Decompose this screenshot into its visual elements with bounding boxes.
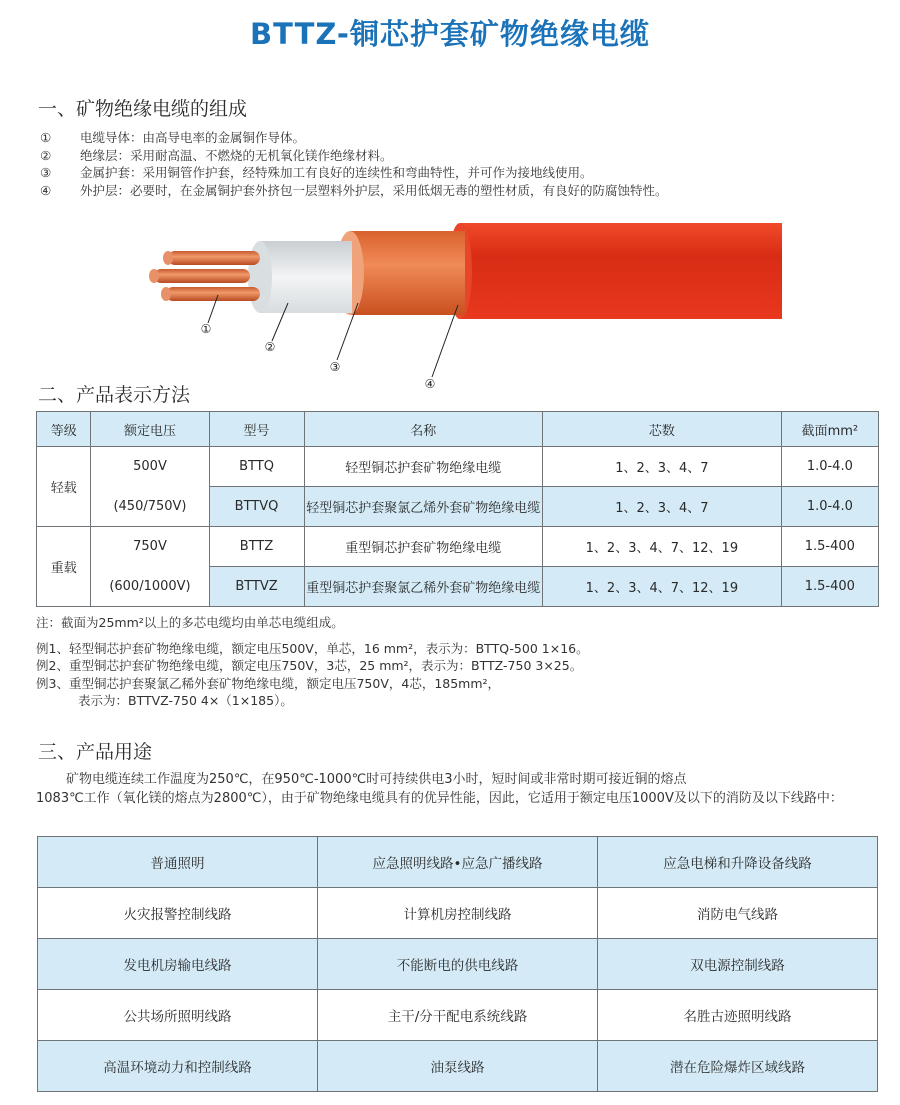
use-cell: 公共场所照明线路 [38, 990, 318, 1041]
grade-cell: 轻载 [37, 447, 91, 527]
model-cell: BTTVQ [209, 487, 304, 527]
section1-heading: 一、矿物绝缘电缆的组成 [38, 98, 248, 120]
list-item [40, 129, 668, 147]
section-cell: 1.5-400 [781, 527, 878, 567]
uses-table [37, 836, 878, 1092]
cores-cell: 1、2、3、4、7、12、19 [543, 567, 782, 607]
item-text: 电缆导体：由高导电率的金属铜作导体。 [80, 130, 306, 145]
example-3-continued: 表示为：BTTVZ-750 4×（1×185）。 [78, 693, 293, 708]
table-row [38, 939, 878, 990]
outer-sheath [448, 223, 782, 319]
use-cell: 普通照明 [38, 837, 318, 888]
copper-sheath [336, 231, 465, 315]
section-cell: 1.0-4.0 [781, 447, 878, 487]
example-1: 例1、轻型铜芯护套矿物绝缘电缆，额定电压500V，单芯，16 mm²，表示为：BTTQ-500 1×16。 [36, 640, 589, 656]
header-cores: 芯数 [543, 412, 782, 447]
table-row [37, 567, 879, 607]
paragraph-line: 矿物电缆连续工作温度为250℃，在950℃-1000℃时可持续供电3小时，短时间或非常时期可接近铜的熔点 [66, 772, 687, 787]
leader-line [432, 305, 458, 377]
item-marker: ③ [40, 165, 52, 180]
voltage-cell: (450/750V) [91, 487, 209, 527]
item-text: 外护层：必要时，在金属铜护套外挤包一层塑料外护层，采用低烟无毒的塑性材质，有良好的防腐蚀特性。 [80, 182, 668, 198]
use-cell: 应急电梯和升降设备线路 [598, 837, 878, 888]
paragraph-line: 1083℃工作（氧化镁的熔点为2800℃），由于矿物绝缘电缆具有的优异性能，因此，它适用于额定电压1000V及以下的消防及以下线路中： [36, 791, 843, 806]
list-item [40, 147, 668, 165]
list-item [40, 164, 668, 182]
table-row [37, 527, 879, 567]
model-cell: BTTQ [209, 447, 304, 487]
use-cell: 火灾报警控制线路 [38, 888, 318, 939]
name-cell: 重型铜芯护套矿物绝缘电缆 [304, 527, 543, 567]
table-header-row [37, 412, 879, 447]
notes-block [36, 614, 589, 710]
header-grade: 等级 [37, 412, 91, 447]
use-cell: 潜在危险爆炸区域线路 [598, 1041, 878, 1092]
cores-cell: 1、2、3、4、7、12、19 [543, 527, 782, 567]
model-cell: BTTZ [209, 527, 304, 567]
list-item [40, 182, 668, 200]
item-text: 绝缘层：采用耐高温、不燃烧的无机氧化镁作绝缘材料。 [80, 147, 393, 163]
model-cell: BTTVZ [209, 567, 304, 607]
header-name: 名称 [304, 412, 543, 447]
callout-3: ③ [329, 360, 341, 374]
header-voltage: 额定电压 [91, 412, 209, 447]
table-row [38, 990, 878, 1041]
insulation-layer [248, 241, 352, 313]
table-note: 注：截面为25mm²以上的多芯电缆均由单芯电缆组成。 [36, 615, 344, 630]
use-cell: 应急照明线路•应急广播线路 [318, 837, 598, 888]
item-marker: ④ [40, 182, 52, 198]
item-marker: ① [40, 130, 52, 145]
section2-heading: 二、产品表示方法 [38, 384, 191, 406]
name-cell: 轻型铜芯护套矿物绝缘电缆 [304, 447, 543, 487]
voltage-cell: 500V [91, 447, 209, 487]
table-row [37, 447, 879, 487]
example-3: 例3、重型铜芯护套聚氯乙稀外套矿物绝缘电缆，额定电压750V，4芯，185mm²， [36, 675, 501, 691]
name-cell: 重型铜芯护套聚氯乙稀外套矿物绝缘电缆 [304, 567, 543, 607]
copper-conductors [149, 251, 260, 301]
table-row [38, 837, 878, 888]
table-row [38, 1041, 878, 1092]
table-row [37, 487, 879, 527]
use-cell: 主干/分干配电系统线路 [318, 990, 598, 1041]
name-cell: 轻型铜芯护套聚氯乙烯外套矿物绝缘电缆 [304, 487, 543, 527]
header-section: 截面mm² [781, 412, 878, 447]
composition-list [40, 129, 668, 199]
cable-diagram [140, 215, 790, 395]
cores-cell: 1、2、3、4、7 [543, 487, 782, 527]
use-cell: 计算机房控制线路 [318, 888, 598, 939]
section-cell: 1.0-4.0 [781, 487, 878, 527]
example-2: 例2、重型铜芯护套矿物绝缘电缆，额定电压750V，3芯，25 mm²，表示为：BTTZ-750 3×25。 [36, 658, 583, 673]
callout-4: ④ [424, 377, 436, 391]
use-cell: 名胜古迹照明线路 [598, 990, 878, 1041]
item-marker: ② [40, 147, 52, 163]
use-cell: 高温环境动力和控制线路 [38, 1041, 318, 1092]
use-cell: 不能断电的供电线路 [318, 939, 598, 990]
header-model: 型号 [209, 412, 304, 447]
use-cell: 双电源控制线路 [598, 939, 878, 990]
item-text: 金属护套：采用铜管作护套，经特殊加工有良好的连续性和弯曲特性，并可作为接地线使用。 [80, 165, 593, 180]
table-row [38, 888, 878, 939]
cores-cell: 1、2、3、4、7 [543, 447, 782, 487]
use-cell: 发电机房输电线路 [38, 939, 318, 990]
page-title: BTTZ-铜芯护套矿物绝缘电缆 [250, 17, 650, 51]
callout-2: ② [264, 340, 276, 354]
use-cell: 消防电气线路 [598, 888, 878, 939]
spec-table [36, 411, 879, 607]
grade-cell: 重载 [37, 527, 91, 607]
usage-paragraph [36, 770, 866, 808]
section-cell: 1.5-400 [781, 567, 878, 607]
section3-heading: 三、产品用途 [38, 741, 153, 763]
use-cell: 油泵线路 [318, 1041, 598, 1092]
voltage-cell: 750V [91, 527, 209, 567]
callout-1: ① [200, 322, 212, 336]
voltage-cell: (600/1000V) [91, 567, 209, 607]
